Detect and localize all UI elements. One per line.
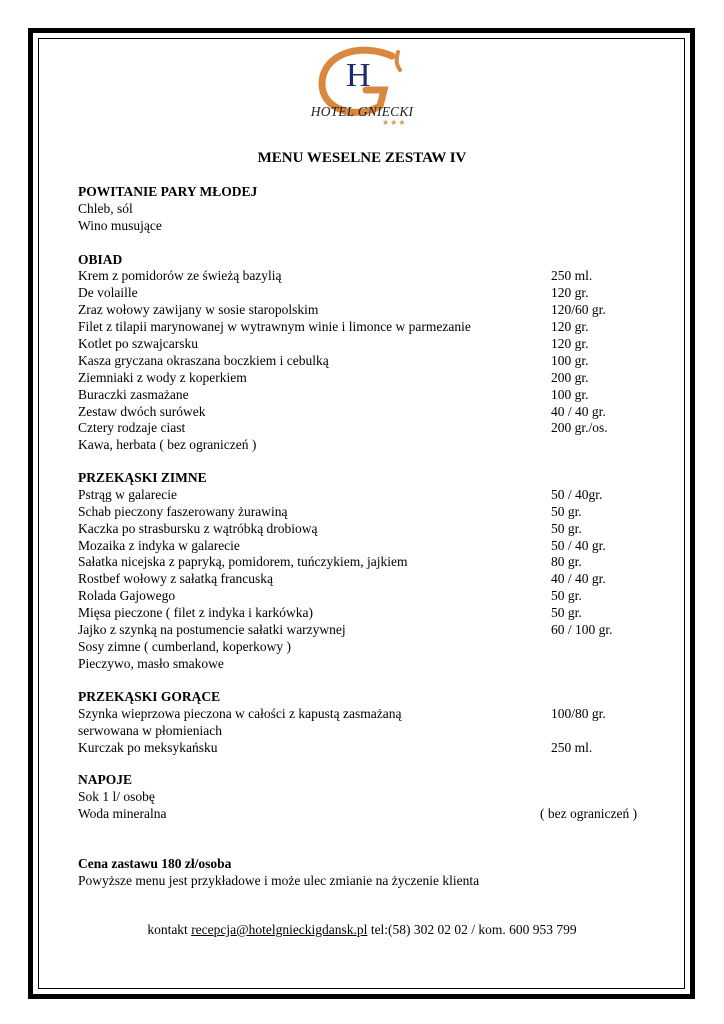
menu-item-name: Pieczywo, masło smakowe	[78, 656, 224, 671]
section-heading-powitanie: POWITANIE PARY MŁODEJ	[78, 184, 258, 199]
menu-item-name: Cztery rodzaje ciast	[78, 420, 186, 435]
menu-item-qty: 120/60 gr.	[551, 302, 606, 317]
menu-item-qty: ( bez ograniczeń )	[540, 806, 638, 821]
menu-item-name: Woda mineralna	[78, 806, 167, 821]
contact-phone: tel:(58) 302 02 02 / kom. 600 953 799	[367, 922, 577, 937]
menu-item-name: Kawa, herbata ( bez ograniczeń )	[78, 437, 257, 452]
menu-item-qty: 120 gr.	[551, 319, 589, 334]
list-item: Chleb, sól	[78, 201, 133, 216]
svg-text:H: H	[346, 57, 371, 94]
menu-item-name: serwowana w płomieniach	[78, 723, 222, 738]
menu-item-qty: 250 ml.	[551, 268, 593, 283]
section-heading-gorace: PRZEKĄSKI GORĄCE	[78, 689, 221, 704]
menu-item-qty: 50 gr.	[551, 605, 582, 620]
section-heading-zimne: PRZEKĄSKI ZIMNE	[78, 470, 207, 485]
section-heading-obiad: OBIAD	[78, 252, 123, 267]
menu-item-qty: 120 gr.	[551, 336, 589, 351]
menu-item-name: Kaczka po strasbursku z wątróbką drobiową	[78, 521, 318, 536]
menu-item-name: Krem z pomidorów ze świeżą bazylią	[78, 268, 282, 283]
menu-item-qty: 50 / 40 gr.	[551, 538, 606, 553]
email-link[interactable]: recepcja@hotelgnieckigdansk.pl	[191, 922, 368, 937]
menu-item-name: Schab pieczony faszerowany żurawiną	[78, 504, 288, 519]
menu-item-qty: 80 gr.	[551, 554, 582, 569]
disclaimer: Powyższe menu jest przykładowe i może ulec zmianie na życzenie klienta	[78, 873, 480, 888]
menu-item-qty: 40 / 40 gr.	[551, 404, 606, 419]
menu-item-name: Rostbef wołowy z sałatką francuską	[78, 571, 273, 586]
menu-item-name: Szynka wieprzowa pieczona w całości z kapustą zasmażaną	[78, 706, 402, 721]
menu-item-qty: 200 gr.	[551, 370, 589, 385]
logo-brand-text: HOTEL GNIECKI	[310, 104, 414, 119]
menu-item-name: Mozaika z indyka w galarecie	[78, 538, 240, 553]
menu-item-qty: 50 gr.	[551, 521, 582, 536]
menu-item-name: Zraz wołowy zawijany w sosie staropolskim	[78, 302, 319, 317]
logo-stars: ★★★	[382, 118, 407, 127]
menu-item-name: Kasza gryczana okraszana boczkiem i cebulką	[78, 353, 329, 368]
menu-item-name: Buraczki zasmażane	[78, 387, 189, 402]
menu-item-name: Mięsa pieczone ( filet z indyka i karkówka)	[78, 605, 314, 620]
menu-item-name: Pstrąg w galarecie	[78, 487, 177, 502]
menu-item-name: Ziemniaki z wody z koperkiem	[78, 370, 247, 385]
menu-item-qty: 100/80 gr.	[551, 706, 606, 721]
menu-item-qty: 100 gr.	[551, 387, 589, 402]
menu-item-name: Sałatka nicejska z papryką, pomidorem, tuńczykiem, jajkiem	[78, 554, 408, 569]
menu-item-name: Sosy zimne ( cumberland, koperkowy )	[78, 639, 291, 654]
contact-footer	[0, 922, 724, 938]
menu-item-qty: 120 gr.	[551, 285, 589, 300]
menu-item-qty: 200 gr./os.	[551, 420, 608, 435]
menu-item-qty: 40 / 40 gr.	[551, 571, 606, 586]
menu-item-name: Jajko z szynką na postumencie sałatki warzywnej	[78, 622, 346, 637]
menu-item-qty: 50 gr.	[551, 588, 582, 603]
menu-item-name: Rolada Gajowego	[78, 588, 176, 603]
menu-item-name: Zestaw dwóch surówek	[78, 404, 206, 419]
list-item: Wino musujące	[78, 218, 162, 233]
menu-item-name: Filet z tilapii marynowanej w wytrawnym winie i limonce w parmezanie	[78, 319, 471, 334]
price-line: Cena zastawu 180 zł/osoba	[78, 856, 232, 871]
menu-item-qty: 100 gr.	[551, 353, 589, 368]
menu-item-qty: 250 ml.	[551, 740, 593, 755]
menu-item-qty: 50 / 40gr.	[551, 487, 603, 502]
section-heading-napoje: NAPOJE	[78, 772, 132, 787]
menu-item-name: Sok 1 l/ osobę	[78, 789, 155, 804]
menu-item-name: Kotlet po szwajcarsku	[78, 336, 198, 351]
menu-item-name: Kurczak po meksykańsku	[78, 740, 218, 755]
contact-prefix: kontakt	[147, 922, 192, 937]
menu-item-qty: 60 / 100 gr.	[551, 622, 613, 637]
menu-item-qty: 50 gr.	[551, 504, 582, 519]
menu-title: MENU WESELNE ZESTAW IV	[257, 150, 467, 166]
menu-item-name: De volaille	[78, 285, 138, 300]
